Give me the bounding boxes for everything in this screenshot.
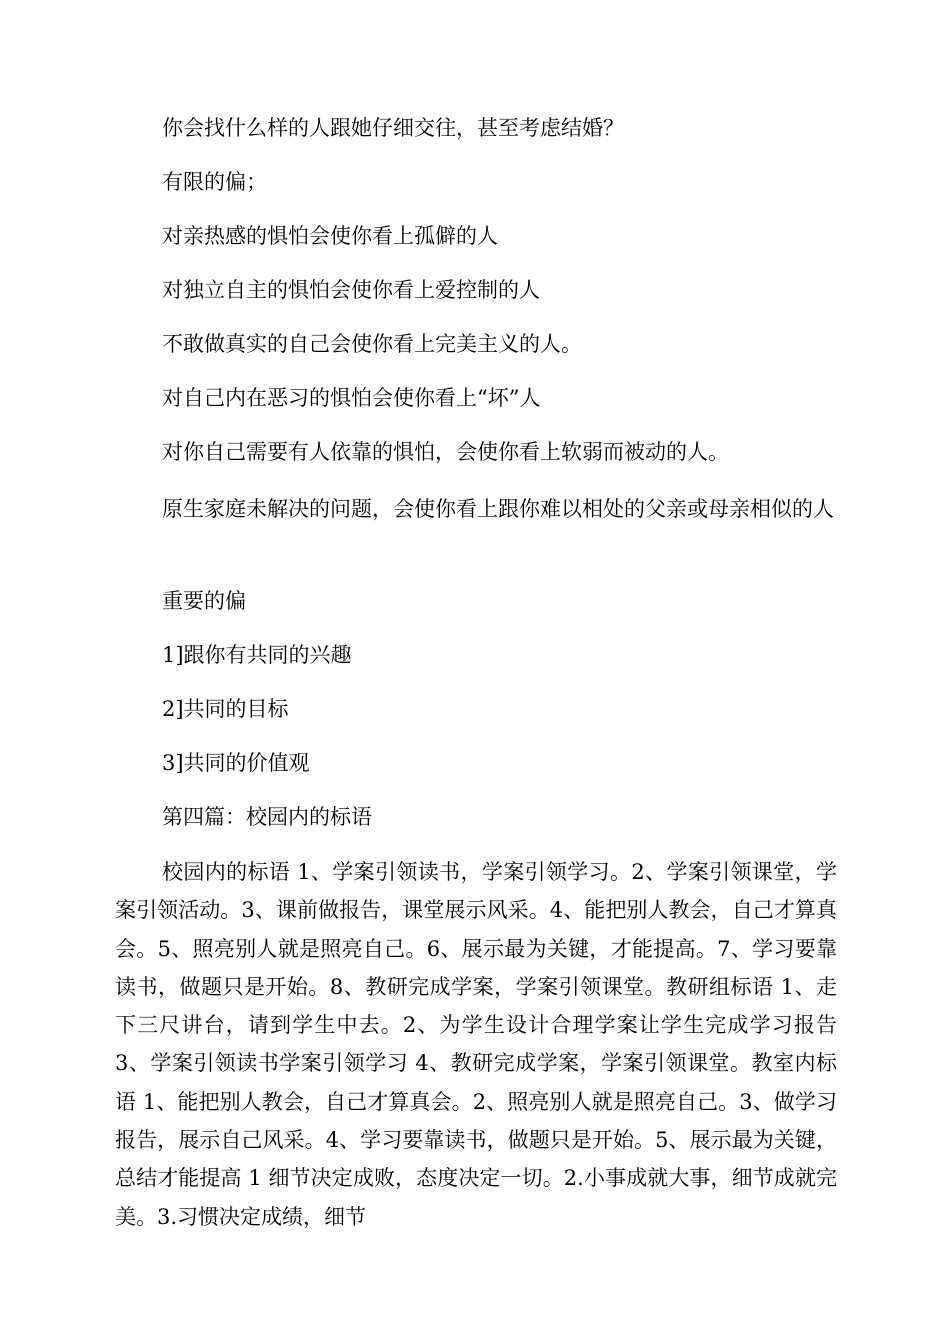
- text-line-bad-habits: 对自己内在恶习的惧怕会使你看上“坏”人: [162, 386, 541, 410]
- text-line-intimacy-fear: 对亲热感的惧怕会使你看上孤僻的人: [162, 224, 498, 248]
- text-line-important-bias: 重要的偏: [162, 589, 246, 613]
- list-item-goals: 2]共同的目标: [162, 697, 289, 721]
- section-heading: 第四篇：校园内的标语: [162, 805, 372, 829]
- text-line-true-self: 不敢做真实的自己会使你看上完美主义的人。: [162, 332, 582, 356]
- list-item-interests: 1]跟你有共同的兴趣: [162, 643, 352, 667]
- text-line-dependence-fear: 对你自己需要有人依靠的惧怕，会使你看上软弱而被动的人。: [162, 440, 729, 464]
- text-line-independence-fear: 对独立自主的惧怕会使你看上爱控制的人: [162, 278, 540, 302]
- text-line-question: 你会找什么样的人跟她仔细交往，甚至考虑结婚？: [162, 116, 624, 140]
- paragraph-slogans: 校园内的标语 1、学案引领读书，学案引领学习。2、学案引领课堂，学案引领活动。3、课前做报告，课堂展示风采。4、能把别人教会，自己才算真会。5、照亮别人就是照亮自己。6、展示最为关键，才能提高。7、学习要靠读书，做题只是开始。8、教研完成学案，学案引领课堂。教研组标语 1、走下三尺讲台，请到学生中去。2、为学生设计合理学案让学生完成学习报告 3、学案引领读书学案引领学习 4、教研完成学案，学案引领课堂。教室内标语 1、能把别人教会，自己才算真会。2、照亮别人就是照亮自己。3、做学习报告，展示自己风采。4、学习要靠读书，做题只是开始。5、展示最为关键，总结才能提高 1 细节决定成败，态度决定一切。2.小事成就大事，细节成就完美。3.习惯决定成绩，细节: [115, 860, 837, 1229]
- text-line-limited-bias: 有限的偏；: [162, 170, 267, 194]
- list-item-values: 3]共同的价值观: [162, 751, 310, 775]
- paragraph-family-origin: 原生家庭未解决的问题，会使你看上跟你难以相处的父亲或母亲相似的人: [162, 497, 834, 521]
